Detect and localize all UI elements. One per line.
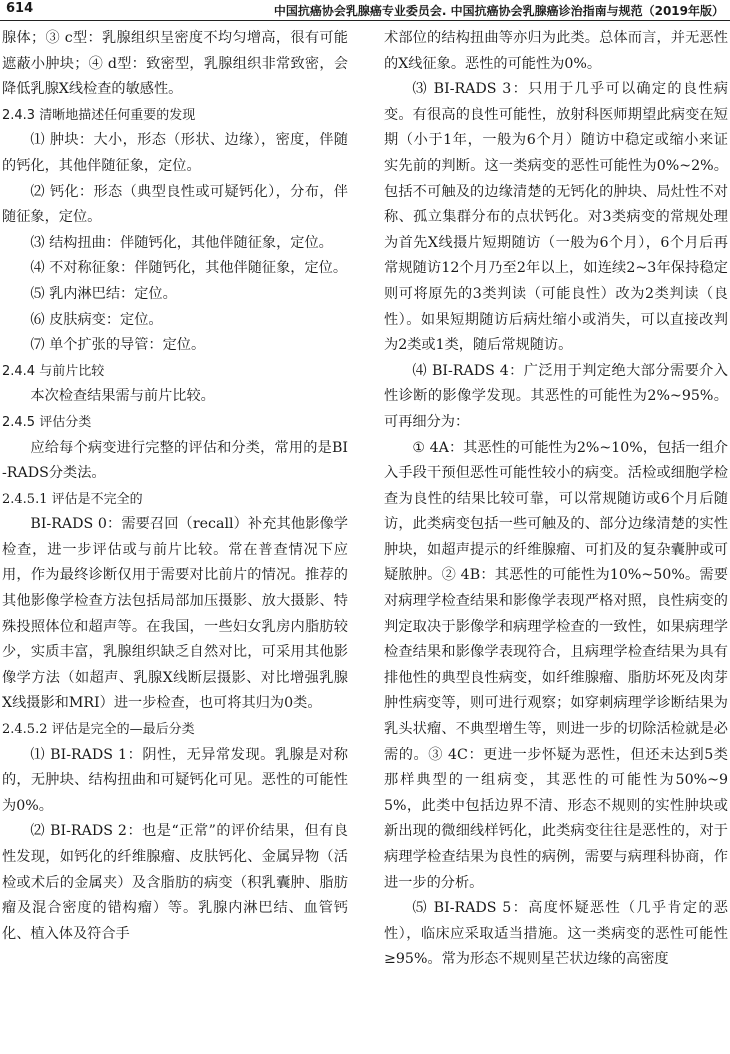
page-number: 614 xyxy=(6,1,34,16)
paragraph: ⑴ BI-RADS 1：阴性，无异常发现。乳腺是对称的，无肿块、结构扭曲和可疑钙化可见。恶性的可能性为0%。 xyxy=(2,746,348,814)
list-item: ⑸ 乳内淋巴结：定位。 xyxy=(30,285,177,302)
running-title: 中国抗癌协会乳腺癌专业委员会. 中国抗癌协会乳腺癌诊治指南与规范（2019年版） xyxy=(273,4,724,18)
list-item: ⑵ 钙化：形态（典型良性或可疑钙化），分布，伴随征象，定位。 xyxy=(2,183,348,226)
section-heading-2-4-5-2: 2.4.5.2 评估是完全的—最后分类 xyxy=(2,722,195,738)
page-header xyxy=(0,0,730,22)
paragraph: ⑶ BI-RADS 3：只用于几乎可以确定的良性病变。有很高的良性可能性，放射科医师期望此病变在短期（小于1年，一般为6个月）随访中稳定或缩小来证实先前的判断。这一类病变的恶性可能性为0%~2%。包括不可触及的边缘清楚的无钙化的肿块、局灶性不对称、孤立集群分布的点状钙化。对3类病变的常规处理为首先X线摄片短期随访（一般为6个月），6个月后再常规随访12个月乃至2年以上，如连续2~3年保持稳定则可将原先的3类判读（可能良性）改为2类判读（良性）。如果短期随访后病灶缩小或消失，可以直接改判为2类或1类，随后常规随访。 xyxy=(384,81,728,354)
paragraph: BI-RADS 0：需要召回（recall）补充其他影像学检查，进一步评估或与前片比较。常在普查情况下应用，作为最终诊断仅用于需要对比前片的情况。推荐的其他影像学检查方法包括局部加压摄影、放大摄影、特殊投照体位和超声等。在我国，一些妇女乳房内脂肪较少，实质丰富，乳腺组织缺乏自然对比，可采用其他影像学方法（如超声、乳腺X线断层摄影、对比增强乳腺X线摄影和MRI）进一步检查，也可将其归为0类。 xyxy=(2,516,348,712)
paragraph: 腺体；③ c型：乳腺组织呈密度不均匀增高，很有可能遮蔽小肿块；④ d型：致密型，乳腺组织非常致密，会降低乳腺X线检查的敏感性。 xyxy=(2,30,348,98)
paragraph: ⑸ BI-RADS 5：高度怀疑恶性（几乎肯定的恶性），临床应采取适当措施。这一类病变的恶性可能性≥95%。常为形态不规则星芒状边缘的高密度 xyxy=(384,900,728,968)
section-heading-2-4-4: 2.4.4 与前片比较 xyxy=(2,363,105,379)
list-item: ⑺ 单个扩张的导管：定位。 xyxy=(30,337,206,354)
paragraph: 应给每个病变进行完整的评估和分类，常用的是BI-RADS分类法。 xyxy=(2,439,348,482)
list-item: ⑶ 结构扭曲：伴随钙化，其他伴随征象，定位。 xyxy=(30,234,333,251)
paragraph: 本次检查结果需与前片比较。 xyxy=(30,388,215,405)
left-column xyxy=(2,26,348,947)
list-item: ⑹ 皮肤病变：定位。 xyxy=(30,311,163,328)
paragraph: ⑷ BI-RADS 4：广泛用于判定绝大部分需要介入性诊断的影像学发现。其恶性的可能性为2%~95%。可再细分为： xyxy=(384,362,728,430)
right-column xyxy=(384,26,728,973)
section-heading-2-4-3: 2.4.3 清晰地描述任何重要的发现 xyxy=(2,107,196,123)
list-item: ⑴ 肿块：大小，形态（形状、边缘），密度，伴随的钙化，其他伴随征象，定位。 xyxy=(2,132,348,174)
header-rule xyxy=(0,20,730,21)
section-heading-2-4-5: 2.4.5 评估分类 xyxy=(2,414,92,430)
paragraph: ⑵ BI-RADS 2：也是“正常”的评价结果，但有良性发现，如钙化的纤维腺瘤、皮肤钙化、金属异物（活检或术后的金属夹）及含脂肪的病变（积乳囊肿、脂肪瘤及混合密度的错构瘤）等。乳腺内淋巴结、血管钙化、植入体及符合手 xyxy=(2,823,348,942)
list-item: ⑷ 不对称征象：伴随钙化，其他伴随征象，定位。 xyxy=(30,260,348,277)
section-heading-2-4-5-1: 2.4.5.1 评估是不完全的 xyxy=(2,491,143,507)
paragraph: ① 4A：其恶性的可能性为2%~10%，包括一组介入手段干预但恶性可能性较小的病变。活检或细胞学检查为良性的结果比较可靠，可以常规随访或6个月后随访，此类病变包括一些可触及的、部分边缘清楚的实性肿块，如超声提示的纤维腺瘤、可扪及的复杂囊肿或可疑脓肿。② 4B：其恶性的可能性为10%~50%。需要对病理学检查结果和影像学表现严格对照，良性病变的判定取决于影像学和病理学检查的一致性，如果病理学检查结果和影像学表现符合，且病理学检查结果为具有排他性的典型良性病变，如纤维腺瘤、脂肪坏死及肉芽肿性病变等，则可进行观察；如穿刺病理学诊断结果为乳头状瘤、不典型增生等，则进一步的切除活检就是必需的。③ 4C：更进一步怀疑为恶性，但还未达到5类那样典型的一组病变，其恶性的可能性为50%~95%，此类中包括边界不清、形态不规则的实性肿块或新出现的微细线样钙化，此类病变往往是恶性的，对于病理学检查结果为良性的病例，需要与病理科协商，作进一步的分析。 xyxy=(384,439,728,891)
paragraph: 术部位的结构扭曲等亦归为此类。总体而言，并无恶性的X线征象。恶性的可能性为0%。 xyxy=(384,30,728,72)
